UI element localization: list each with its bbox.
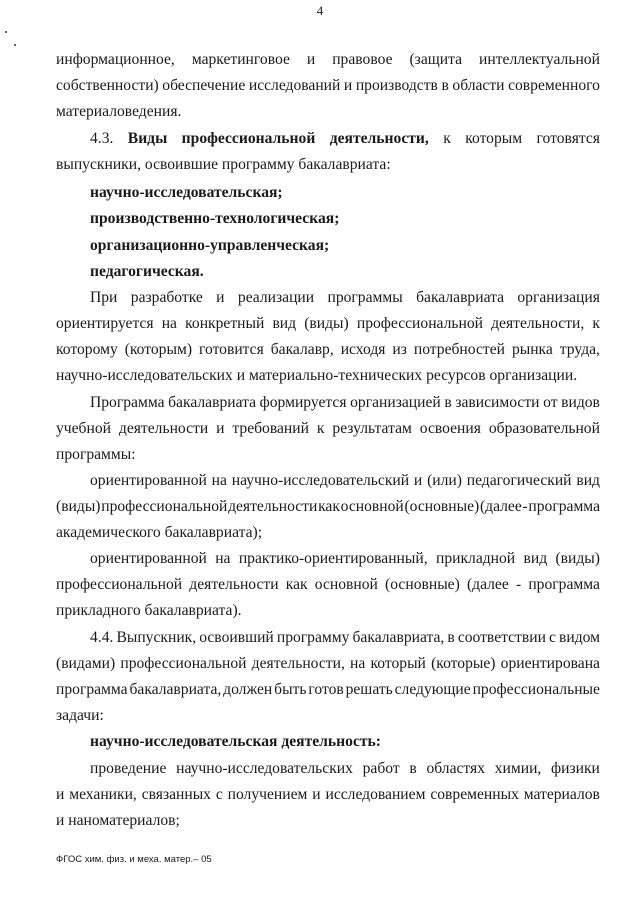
research-heading: научно-исследовательская деятельность:	[90, 733, 381, 750]
word: и	[56, 786, 65, 803]
paragraph-line: прикладного бакалавриата).	[56, 602, 242, 619]
word: формируется	[259, 394, 347, 411]
word: который	[370, 655, 426, 672]
word: и	[413, 472, 423, 489]
word: от	[543, 394, 558, 411]
word: освоения	[419, 420, 481, 437]
word: вид	[272, 315, 297, 332]
word: производств	[355, 77, 438, 94]
word: организацией	[350, 394, 441, 411]
word: связанных	[141, 786, 211, 803]
word: (защита	[409, 51, 463, 68]
word: ориентированной	[90, 550, 207, 567]
word: профессиональной	[181, 130, 316, 147]
footer-code: ФГОС хим. физ. и меха. матер.– 05	[56, 854, 212, 865]
word: ориентируется	[56, 315, 154, 332]
paragraph-line	[90, 394, 600, 411]
paragraph-line: задачи:	[56, 707, 104, 724]
section-4-4-line	[90, 629, 600, 646]
word: профессиональной	[101, 498, 228, 515]
word: реализации	[237, 289, 315, 306]
word: Виды	[127, 130, 168, 147]
word: видом	[558, 629, 600, 646]
paragraph-line: выпускники, освоившие программу бакалавриата:	[56, 156, 391, 173]
word: в	[441, 77, 449, 94]
word: программа	[56, 681, 128, 698]
word: программа	[528, 498, 600, 515]
word: с	[549, 629, 556, 646]
word: на	[350, 655, 366, 672]
word: профессиональной	[356, 315, 483, 332]
page-number: 4	[316, 3, 324, 18]
word: готовятся	[536, 130, 600, 147]
word: -	[515, 576, 522, 593]
word: с	[215, 786, 223, 803]
word: программу	[276, 629, 350, 646]
paragraph-line	[56, 315, 600, 332]
word: основной	[314, 576, 378, 593]
word: 4.3.	[90, 130, 114, 147]
word: на	[161, 315, 177, 332]
word: (виды)	[56, 498, 101, 515]
word: деятельности	[118, 420, 209, 437]
word: и	[216, 420, 225, 437]
word: маркетинговое	[191, 51, 290, 68]
word: результатам	[332, 420, 412, 437]
word: исходя	[340, 341, 386, 358]
word: химии,	[494, 760, 542, 777]
word: 4.4.	[90, 629, 114, 646]
paragraph-line	[90, 472, 600, 489]
word: решать	[345, 681, 393, 698]
word: работ	[362, 760, 400, 777]
word: основной	[340, 498, 404, 515]
word: (виды)	[304, 315, 349, 332]
word: зависимости	[455, 394, 540, 411]
word: (далее	[479, 498, 522, 515]
paragraph-line	[56, 341, 600, 358]
word: соответствии	[457, 629, 546, 646]
word: к	[592, 315, 600, 332]
word: к	[443, 130, 451, 147]
activity-type-item: организационно-управленческая;	[90, 237, 330, 254]
word: в	[409, 760, 417, 777]
paragraph-line	[90, 289, 600, 306]
word: организация	[517, 289, 600, 306]
word: профессиональной	[120, 655, 247, 672]
word: и	[312, 786, 321, 803]
word: -	[522, 498, 528, 515]
paragraph-line	[90, 760, 600, 777]
word: обеспечение	[162, 77, 246, 94]
word: бакалавриата	[168, 394, 257, 411]
word: разработке	[130, 289, 203, 306]
word: собственности)	[56, 77, 159, 94]
word: прикладной	[435, 550, 516, 567]
paragraph-line: и наноматериалов;	[56, 812, 180, 829]
word: физики	[551, 760, 600, 777]
word: деятельности	[228, 498, 318, 515]
word: и	[343, 77, 353, 94]
word: материалов	[523, 786, 600, 803]
word: как	[285, 576, 308, 593]
word: области	[452, 77, 505, 94]
word: труда,	[559, 341, 600, 358]
activity-type-item: производственно-технологическая;	[90, 210, 340, 227]
section-4-3-line	[90, 130, 600, 147]
word: на	[215, 550, 231, 567]
word: должен	[223, 681, 273, 698]
paragraph-line	[56, 576, 600, 593]
paragraph-line	[56, 498, 600, 515]
word: информационное,	[56, 51, 175, 68]
word: получением	[227, 786, 308, 803]
word: механики,	[69, 786, 137, 803]
word: деятельности	[189, 576, 279, 593]
scan-speck	[14, 44, 16, 46]
word: профессиональные	[472, 681, 600, 698]
word: При	[90, 289, 118, 306]
paragraph-line: программы:	[56, 446, 136, 463]
word: (далее	[466, 576, 509, 593]
word: научно-исследовательский	[231, 472, 410, 489]
word: потребностей	[413, 341, 505, 358]
word: Выпускник,	[116, 629, 197, 646]
word: правовое	[332, 51, 393, 68]
paragraph-line: академического бакалавриата);	[56, 524, 263, 541]
word: в	[447, 629, 455, 646]
paragraph-line	[56, 51, 600, 68]
paragraph-line	[90, 550, 600, 567]
paragraph-line: научно-исследовательских и материально-технических ресурсов организации.	[56, 367, 578, 384]
word: образовательной	[488, 420, 600, 437]
word: деятельности,	[491, 315, 585, 332]
word: ориентирована	[500, 655, 600, 672]
paragraph-line	[56, 77, 600, 94]
word: профессиональной	[56, 576, 183, 593]
word: современного	[508, 77, 600, 94]
word: которому	[56, 341, 118, 358]
word: (основные)	[404, 498, 480, 515]
word: бакалавриата,	[352, 629, 445, 646]
word: быть	[274, 681, 307, 698]
word: (или)	[427, 472, 462, 489]
word: в	[444, 394, 452, 411]
word: (основные)	[385, 576, 460, 593]
word: бакалавриата,	[129, 681, 222, 698]
word: бакалавр,	[270, 341, 334, 358]
word: деятельности,	[251, 655, 345, 672]
word: из	[392, 341, 407, 358]
paragraph-line: материаловедения.	[56, 103, 182, 120]
word: исследованием	[325, 786, 426, 803]
word: педагогический	[466, 472, 572, 489]
word: интеллектуальной	[479, 51, 600, 68]
word: готовится	[198, 341, 264, 358]
word: исследований	[248, 77, 341, 94]
word: ориентированной	[90, 472, 207, 489]
word: видов	[561, 394, 600, 411]
word: как	[318, 498, 340, 515]
word: программа	[528, 576, 600, 593]
paragraph-line	[56, 681, 600, 698]
word: вид	[576, 472, 600, 489]
word: деятельности,	[329, 130, 429, 147]
word: проведение	[90, 760, 167, 777]
word: научно-исследовательских	[176, 760, 353, 777]
word: которым	[465, 130, 523, 147]
word: практико-ориентированный,	[238, 550, 428, 567]
word: требований	[232, 420, 309, 437]
scan-speck	[5, 31, 7, 33]
word: и	[216, 289, 225, 306]
paragraph-line	[56, 420, 600, 437]
activity-type-item: научно-исследовательская;	[90, 184, 283, 201]
word: областях	[426, 760, 486, 777]
word: следующие	[394, 681, 471, 698]
word: современных	[430, 786, 519, 803]
activity-type-item: педагогическая.	[90, 263, 204, 280]
word: и	[306, 51, 316, 68]
word: рынка	[511, 341, 553, 358]
word: конкретный	[185, 315, 265, 332]
word: освоивший	[199, 629, 274, 646]
word: готов	[308, 681, 344, 698]
word: (видами)	[56, 655, 116, 672]
word: учебной	[56, 420, 111, 437]
paragraph-line	[56, 655, 600, 672]
word: (виды)	[555, 550, 600, 567]
word: (которые)	[431, 655, 496, 672]
paragraph-line	[56, 786, 600, 803]
word: бакалавриата	[416, 289, 505, 306]
word: программы	[327, 289, 403, 306]
word: вид	[523, 550, 548, 567]
word: к	[316, 420, 325, 437]
word: на	[211, 472, 227, 489]
word: Программа	[90, 394, 165, 411]
word: (которым)	[124, 341, 193, 358]
